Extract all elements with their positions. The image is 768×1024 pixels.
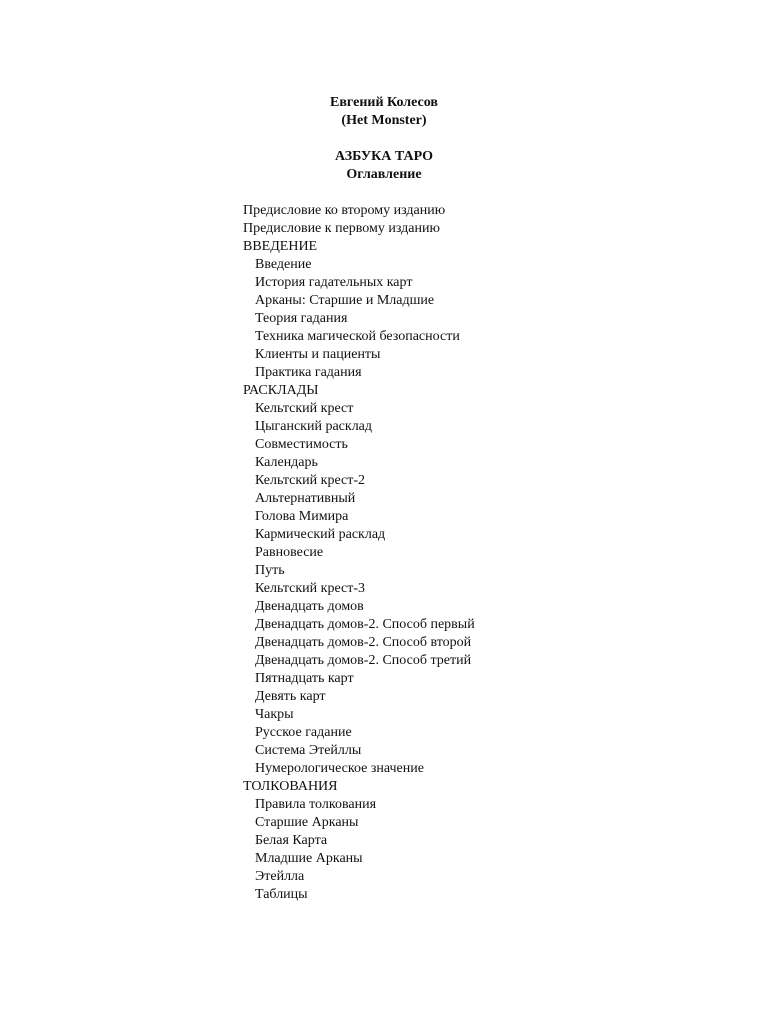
toc-entry: Двенадцать домов [255, 599, 364, 614]
toc-section: РАСКЛАДЫ [243, 383, 319, 398]
toc-entry: Нумерологическое значение [255, 761, 424, 776]
toc-section: ВВЕДЕНИЕ [243, 239, 318, 254]
toc-entry: Практика гадания [255, 365, 362, 380]
toc-entry: Техника магической безопасности [255, 329, 460, 344]
toc-entry: Совместимость [255, 437, 348, 452]
toc-entry: Цыганский расклад [255, 419, 373, 434]
table-of-contents [243, 202, 475, 904]
toc-entry: Девять карт [255, 689, 326, 704]
toc-entry: Двенадцать домов-2. Способ второй [255, 635, 472, 650]
toc-entry: Таблицы [255, 887, 308, 902]
author-pseudonym: (Het Monster) [341, 113, 427, 128]
book-title: АЗБУКА ТАРО [334, 149, 434, 164]
toc-entry: Пятнадцать карт [255, 671, 354, 686]
toc-entry: Календарь [255, 455, 318, 470]
toc-entry: Двенадцать домов-2. Способ первый [255, 617, 475, 632]
toc-entry: Путь [255, 563, 285, 578]
toc-entry: История гадательных карт [255, 275, 413, 290]
toc-entry: Голова Мимира [255, 509, 349, 524]
toc-section: ТОЛКОВАНИЯ [243, 779, 338, 794]
toc-entry: Кельтский крест [255, 401, 354, 416]
toc-entry: Кармический расклад [255, 527, 386, 542]
toc-entry: Белая Карта [255, 833, 328, 848]
author-name: Евгений Колесов [330, 95, 438, 110]
toc-entry: Система Этейллы [255, 743, 362, 758]
toc-entry: Кельтский крест-3 [255, 581, 366, 596]
toc-entry: Арканы: Старшие и Младшие [255, 293, 435, 308]
toc-entry: Русское гадание [255, 725, 352, 740]
toc-entry: Введение [255, 257, 312, 272]
toc-entry: Кельтский крест-2 [255, 473, 366, 488]
toc-entry: Теория гадания [255, 311, 348, 326]
toc-entry: Альтернативный [255, 491, 356, 506]
toc-entry: Младшие Арканы [255, 851, 363, 866]
toc-section: Предисловие к первому изданию [243, 221, 440, 236]
toc-entry: Старшие Арканы [255, 815, 359, 830]
toc-entry: Правила толкования [255, 797, 377, 812]
toc-entry: Двенадцать домов-2. Способ третий [255, 653, 472, 668]
toc-entry: Чакры [255, 707, 294, 722]
toc-entry: Клиенты и пациенты [255, 347, 381, 362]
toc-entry: Равновесие [255, 545, 324, 560]
author-block [0, 94, 768, 130]
toc-entry: Этейлла [255, 869, 305, 884]
toc-heading: Оглавление [346, 167, 422, 182]
title-block [0, 148, 768, 184]
toc-section: Предисловие ко второму изданию [243, 203, 446, 218]
